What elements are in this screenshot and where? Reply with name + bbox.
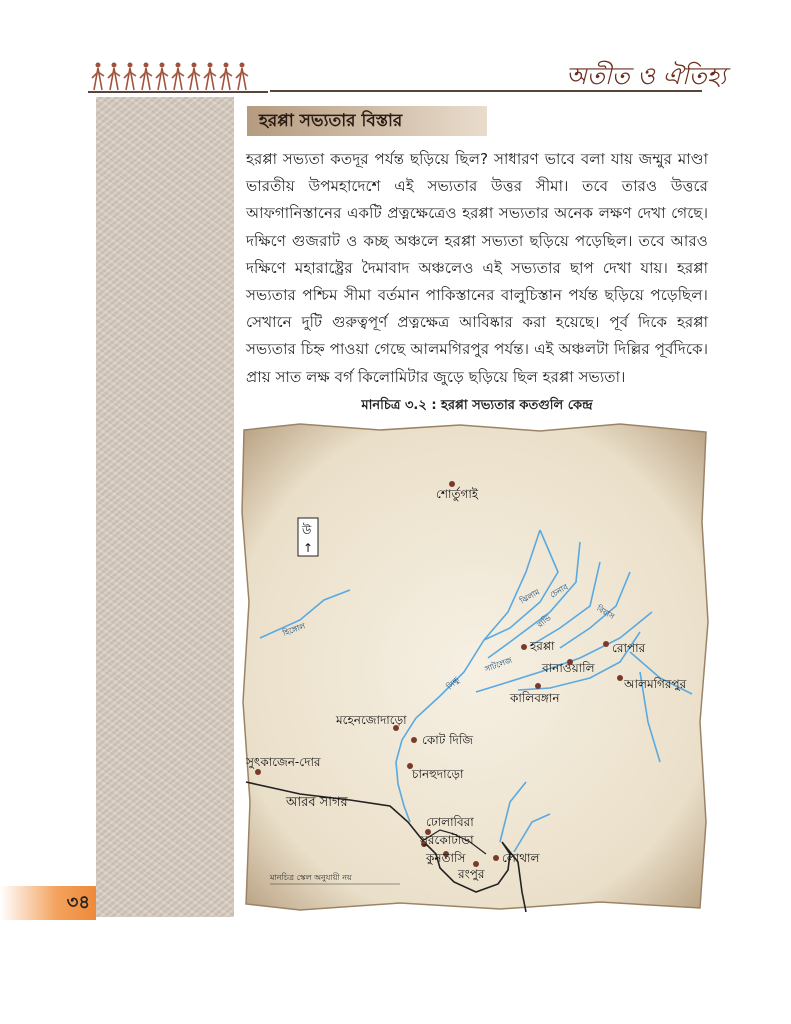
river-label-sutlej: সাটলেজ <box>483 655 514 674</box>
site-dot-ropar <box>603 641 609 647</box>
decorative-texture-strip <box>96 97 234 917</box>
site-label-banawali: বানাওয়ালি <box>542 661 595 675</box>
site-label-ropar: রোপার <box>612 641 646 655</box>
site-dot-alamgirpur <box>617 675 623 681</box>
site-label-kalibangan: কালিবঙ্গান <box>510 691 560 705</box>
site-label-kuntasi: কুনতাসি <box>426 851 466 865</box>
map-caption: মানচিত্র ৩.২ : হরপ্পা সভ্যতার কতগুলি কেন্দ্র <box>361 398 593 413</box>
site-dot-harappa <box>521 644 527 650</box>
site-label-alamgirpur: আলমগিরপুর <box>624 677 687 691</box>
section-heading: হরপ্পা সভ্যতার বিস্তার <box>247 106 487 136</box>
site-dot-lothal <box>493 855 499 861</box>
site-dot-sutkagen-dor <box>255 769 261 775</box>
sea-label: আরব সাগর <box>286 795 348 810</box>
river-label-ravi: রাভি <box>535 613 553 630</box>
site-label-sutkagen-dor: সুৎকাজেন-দোর <box>246 755 321 769</box>
body-paragraph: হরপ্পা সভ্যতা কতদূর পর্যন্ত ছড়িয়ে ছিল? সাধারণ ভাবে বলা যায় জম্মুর মাণ্ডা ভারতীয় উপমহাদেশে এই সভ্যতার উত্তর সীমা। তবে তারও উত্তরে আফগানিস্তানের একটি প্রত্নক্ষেত্রেও হরপ্পা সভ্যতার অনেক লক্ষণ দেখা গেছে। দক্ষিণে গুজরাট ও কচ্ছ অঞ্চলে হরপ্পা সভ্যতা ছড়িয়ে পড়েছিল। তবে আরও দক্ষিণে মহারাষ্ট্রের দৈমাবাদ অঞ্চলেও এই সভ্যতার ছাপ দেখা যায়। হরপ্পা সভ্যতার পশ্চিম সীমা বর্তমান পাকিস্তানের বালুচিস্তান পর্যন্ত ছড়িয়ে পড়েছিল। সেখানে দুটি গুরুত্বপূর্ণ প্রত্নক্ষেত্র আবিষ্কার করা হয়েছে। পূর্ব দিকে হরপ্পা সভ্যতার চিহ্ন পাওয়া গেছে আলমগিরপুর পর্যন্ত। এই অঞ্চলটা দিল্লির পূর্বদিকে। প্রায় সাত লক্ষ বর্গ কিলোমিটার জুড়ে ছড়িয়ে ছিল হরপ্পা সভ্যতা। <box>246 150 708 386</box>
site-label-chanhudaro: চানহুদাড়ো <box>412 767 464 781</box>
body-text <box>246 146 708 391</box>
site-label-surkotada: সুরকোটাডা <box>420 833 474 847</box>
site-label-lothal: লোথাল <box>502 851 540 865</box>
north-label: উ <box>302 523 312 537</box>
site-label-rangpur: রংপুর <box>458 867 485 881</box>
header-figures-decoration <box>88 58 268 96</box>
page-number: ৩৪ <box>0 886 96 920</box>
river-label-hingol: হিঙ্গোল <box>281 621 307 638</box>
book-title: অতীত ও ঐতিহ্য <box>566 62 727 90</box>
harappan-sites-map <box>240 422 710 912</box>
site-label-shortugai: শোর্তুগাই <box>436 487 479 501</box>
site-dot-kot-diji <box>411 737 417 743</box>
site-label-mohenjodaro: মহেনজোদাড়ো <box>336 713 407 727</box>
north-arrow-icon: ↑ <box>303 541 314 555</box>
site-label-kot-diji: কোট দিজি <box>422 733 474 747</box>
river-label-chenab: চেনাব <box>548 582 570 600</box>
site-dot-kalibangan <box>535 683 541 689</box>
site-label-harappa: হরপ্পা <box>530 639 555 653</box>
river-label-beas: বিয়াস <box>595 603 617 622</box>
site-label-dholavira: ঢোলাবিরা <box>426 815 474 829</box>
scale-note: মানচিত্র স্কেল অনুযায়ী নয় <box>270 873 352 882</box>
river-label-sindhu: সিন্ধু <box>445 675 462 692</box>
river-label-jhelum: ঝিলাম <box>518 587 542 606</box>
